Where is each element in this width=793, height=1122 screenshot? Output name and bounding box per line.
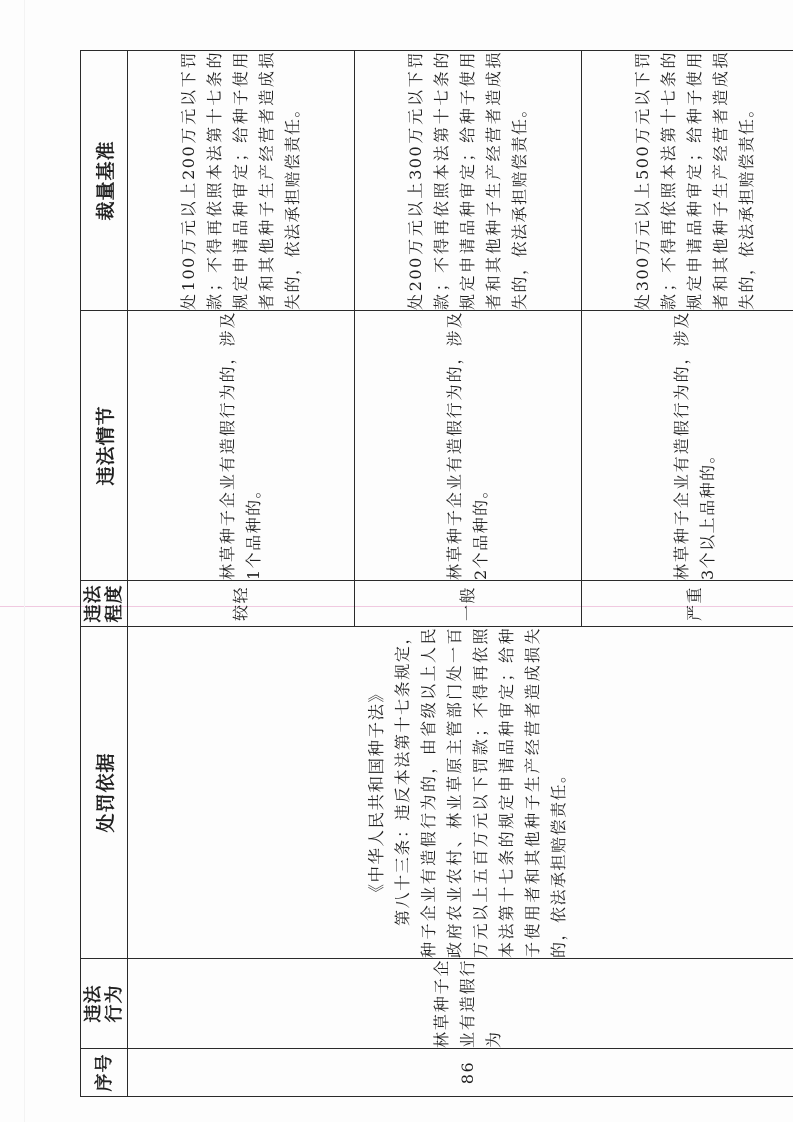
penalty-table-rotated [80,51,793,1097]
circumstance-cell [128,311,355,581]
standard-cell [582,51,793,311]
header-seq: 序号 [81,1049,128,1097]
standard-cell [355,51,582,311]
table-header-row [81,51,128,1097]
header-circumstance: 违法情节 [81,311,128,581]
scan-edge-line [24,0,25,1122]
header-basis: 处罚依据 [81,627,128,959]
standard-cell [128,51,355,311]
penalty-discretion-table [80,50,793,1097]
law-article-text: 第八十三条：违反本法第十七条规定，种子企业有造假行为的，由省级以上人民政府农业农村、林业草原主管部门处一百万元以上五百万元以下罚款；不得再依照本法第十七条的规定申请品种审定；给种子使用者和其他种子生产经营者造成损失的，依法承担赔偿责任。 [393,627,568,958]
table-row [128,51,355,1097]
row-basis-cell [128,627,793,959]
circumstance-cell [582,311,793,581]
law-title: 《中华人民共和国种子法》 [367,684,386,901]
degree-label: 严重 [685,586,704,622]
circumstance-cell [355,311,582,581]
standard-text: 处100万元以上200万元以下罚款；不得再依照本法第十七条的规定申请品种审定；给种子使用者和其他种子生产经营者造成损失的，依法承担赔偿责任。 [179,51,302,310]
header-behavior: 违法行为 [81,959,128,1049]
standard-text: 处300万元以上500万元以下罚款；不得再依照本法第十七条的规定申请品种审定；给种子使用者和其他种子生产经营者造成损失的，依法承担赔偿责任。 [633,51,756,310]
standard-text: 处200万元以上300万元以下罚款；不得再依照本法第十七条的规定申请品种审定；给种子使用者和其他种子生产经营者造成损失的，依法承担赔偿责任。 [406,51,529,310]
row-behavior-cell [128,959,793,1049]
row-seq-cell [128,1049,793,1097]
degree-cell [128,581,355,627]
degree-cell [582,581,793,627]
header-standard: 裁量基准 [81,51,128,311]
degree-cell [355,581,582,627]
row-behavior: 林草种子企业有造假行为 [432,959,503,1048]
circumstance-text: 林草种子企业有造假行为的，涉及3个以上品种的。 [672,311,717,580]
degree-label: 一般 [458,586,477,622]
header-degree: 违法程度 [81,581,128,627]
circumstance-text: 林草种子企业有造假行为的，涉及1个品种的。 [218,311,263,580]
row-seq: 86 [458,1060,477,1085]
degree-label: 较轻 [231,586,250,622]
circumstance-text: 林草种子企业有造假行为的，涉及2个品种的。 [445,311,490,580]
